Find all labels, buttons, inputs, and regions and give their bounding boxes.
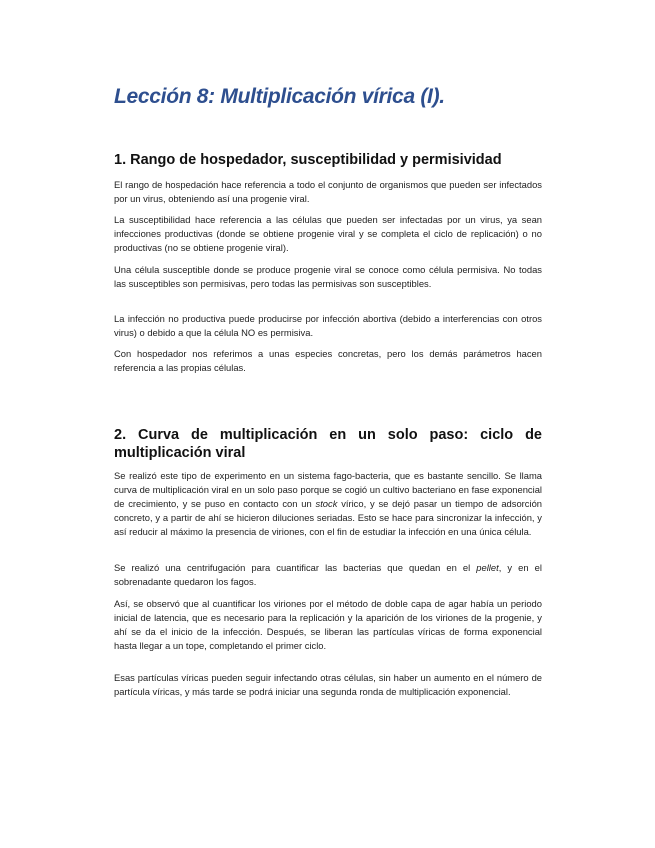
section-2-paragraph-1-text-a: Se realizó este tipo de experimento en un sistema fago-bacteria, que es bastante sencillo. Se llama curva de multiplicación viral en un solo paso porque se cogió un cultivo bacteriano en fase exponencial de crecimiento, y se puso en contacto con un [114, 470, 542, 509]
section-1-paragraph-5: Con hospedador nos referimos a unas especies concretas, pero los demás parámetros hacen referencia a las propias células. [114, 348, 542, 373]
section-2-paragraph-2-text-a: Se realizó una centrifugación para cuantificar las bacterias que quedan en el [114, 562, 477, 573]
section-1-paragraph-4: La infección no productiva puede producirse por infección abortiva (debido a interferencias con otros virus) o debido a que la célula NO es permisiva. [114, 313, 542, 338]
section-1-heading: 1. Rango de hospedador, susceptibilidad y permisividad [114, 152, 502, 168]
page-title: Lección 8: Multiplicación vírica (I). [114, 85, 445, 108]
section-2-paragraph-1 [114, 469, 542, 539]
section-1-paragraph-1: El rango de hospedación hace referencia a todo el conjunto de organismos que pueden ser infectados por un virus, obteniendo así una progenie viral. [114, 179, 542, 204]
section-2-paragraph-2 [114, 561, 542, 589]
section-2-paragraph-4: Esas partículas víricas pueden seguir infectando otras células, sin haber un aumento en el número de partícula víricas, y más tarde se podrá iniciar una segunda ronda de multiplicación exponencial. [114, 672, 542, 697]
section-2-paragraph-2-text-b: , y en el sobrenadante quedaron los fagos. [114, 562, 542, 587]
section-2-paragraph-1-text-b: vírico, y se dejó pasar un tiempo de adsorción concreto, y a partir de ahí se hicieron diluciones seriadas. Esto se hace para sincronizar la infección, y así reducir al máximo la presencia de viriones, con el fin de estudiar la infección en una única célula. [114, 498, 542, 537]
section-2-paragraph-3: Así, se observó que al cuantificar los viriones por el método de doble capa de agar había un periodo inicial de latencia, que es necesario para la replicación y la aparición de los viriones de la progenie, y ahí se da el inicio de la infección. Después, se liberan las partículas víricas de forma exponencial hasta llegar a un tope, completando el primer ciclo. [114, 598, 542, 651]
section-2-paragraph-1-emphasis: stock [315, 498, 338, 509]
section-1-paragraph-2: La susceptibilidad hace referencia a las células que pueden ser infectadas por un virus, ya sean infecciones productivas (donde se obtiene progenie viral y se completa el ciclo de replicación) o no productivas (no se obtiene progenie viral). [114, 214, 542, 253]
section-2-paragraph-2-emphasis: pellet [476, 562, 499, 573]
section-1-paragraph-3: Una célula susceptible donde se produce progenie viral se conoce como célula permisiva. No todas las susceptibles son permisivas, pero todas las permisivas son susceptibles. [114, 264, 542, 289]
section-2-heading: 2. Curva de multiplicación en un solo paso: ciclo de multiplicación viral [114, 427, 542, 461]
